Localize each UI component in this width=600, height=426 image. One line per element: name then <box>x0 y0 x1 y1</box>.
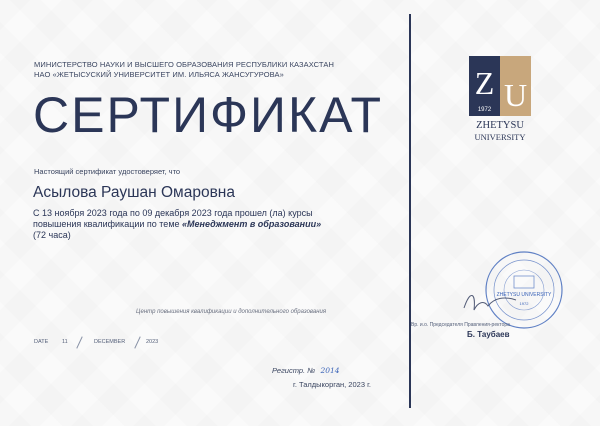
course-topic: «Менеджмент в образовании» <box>182 219 322 229</box>
certificate-title: СЕРТИФИКАТ <box>33 87 384 143</box>
logo-letter-u: U <box>503 77 528 113</box>
logo-name-line1: ZHETYSU <box>476 120 524 131</box>
recipient-name: Асылова Раушан Омаровна <box>33 184 235 201</box>
date-separator <box>134 336 140 348</box>
logo-name-line2: UNIVERSITY <box>474 132 526 142</box>
registration-number: 2014 <box>320 366 340 375</box>
center-name: Центр повышения квалификации и дополнительного образования <box>136 309 327 315</box>
course-topic-line <box>33 219 383 230</box>
logo-emblem <box>469 56 531 148</box>
date-year: 2023 <box>146 339 159 345</box>
course-dates: С 13 ноября 2023 года по 09 декабря 2023 года прошел (ла) курсы <box>33 208 313 218</box>
logo-year: 1972 <box>477 107 492 113</box>
course-hours: (72 часа) <box>33 230 71 240</box>
date-month: DECEMBER <box>94 339 126 345</box>
divider-line <box>409 14 411 408</box>
date-day: 11 <box>62 339 68 345</box>
stamp-center-text: ZHETYSU UNIVERSITY <box>496 292 552 298</box>
date-line <box>34 339 174 349</box>
date-separator <box>76 336 82 348</box>
course-description <box>33 208 383 241</box>
registration <box>272 366 340 375</box>
city-year: г. Талдыкорган, 2023 г. <box>293 380 371 389</box>
signer-name: Б. Таубаев <box>467 330 510 339</box>
course-topic-prefix: повышения квалификации по теме <box>33 219 183 229</box>
university-logo <box>469 56 531 153</box>
signer-role: Вр. и.о. Председателя Правления-ректора <box>411 322 510 328</box>
attest-text: Настоящий сертификат удостоверяет, что <box>34 167 181 176</box>
signature <box>460 286 520 316</box>
issuer-header <box>34 60 334 80</box>
university-line: НАО «ЖЕТЫСУСКИЙ УНИВЕРСИТЕТ ИМ. ИЛЬЯСА ЖАНСУГУРОВА» <box>34 70 284 79</box>
ministry-line: МИНИСТЕРСТВО НАУКИ И ВЫСШЕГО ОБРАЗОВАНИЯ РЕСПУБЛИКИ КАЗАХСТАН <box>34 60 334 69</box>
logo-letter-z: Z <box>474 65 495 101</box>
registration-label: Регистр. № <box>272 366 316 375</box>
stamp-year: 1972 <box>519 301 529 306</box>
date-label: DATE <box>34 339 49 345</box>
